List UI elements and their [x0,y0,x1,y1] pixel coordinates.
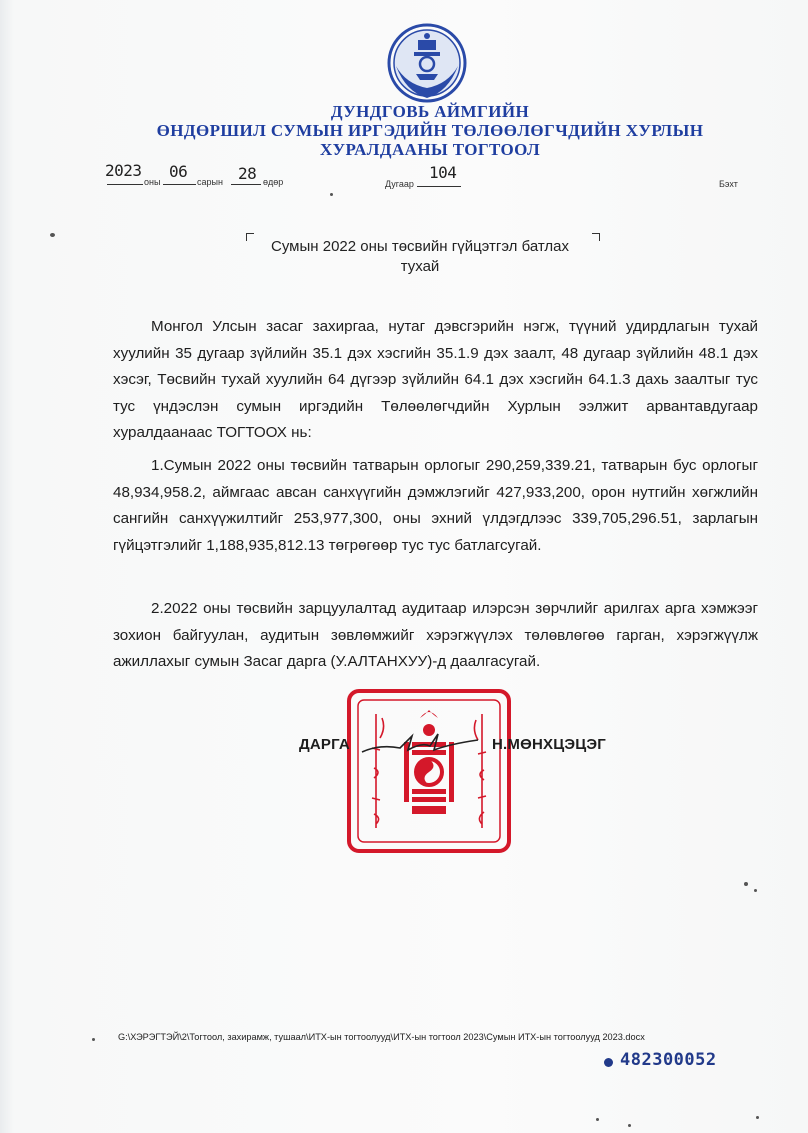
number-label: Дугаар [385,179,414,189]
scan-speck [744,882,748,886]
subject-line-1: Сумын 2022 оны төсвийн гүйцэтгэл батлах [271,238,569,255]
subject-line-2: тухай [400,258,440,275]
signatory-name: Н.МӨНХЦЭЦЭГ [492,736,606,753]
resolution-number: 104 [429,163,457,182]
scan-speck [50,233,55,237]
date-year-suffix: оны [144,177,161,187]
official-seal-icon [346,688,512,854]
file-path: G:\ХЭРЭГТЭЙ\2\Тогтоол, захирамж, тушаал\ИТХ-ын тогтоолууд\ИТХ-ын тогтоол 2023\Сумын ИТХ-ын тогтоолууд 2023.docx [118,1032,645,1042]
serial-number: 482300052 [620,1050,717,1070]
header-aimag: ДУНДГОВЬ АЙМГИЙН [330,102,530,121]
serial-dot-icon [604,1058,613,1067]
handwritten-signature-icon [360,722,480,762]
date-year: 2023 [105,161,142,180]
scan-speck [330,193,333,196]
signatory-title: ДАРГА [299,736,350,753]
preamble-paragraph: Монгол Улсын засаг захиргаа, нутаг дэвсгэрийн нэгж, түүний удирдлагын тухай хуулийн 35 дугаар зүйлийн 35.1 дэх хэсгийн 35.1.9 дэх заалт, 48 дугаар зүйлийн 48.1 дэх хэсэг, Төсвийн тухай хуулийн 64 дүгээр зүйлийн 64.1 дэх хэсгийн 64.1.3 дахь заалтыг тус тус үндэслэн сумын иргэдийн Төлөөлөгчдийн Хурлын ээлжит арвантавдугаар хуралдаанаас ТОГТООХ нь: [113,318,758,442]
scan-speck [756,1116,759,1119]
scan-speck [596,1118,599,1121]
date-month: 06 [169,162,188,181]
scan-speck [628,1124,631,1127]
place-name: Бэхт [719,179,738,189]
clause-2-paragraph: 2.2022 оны төсвийн зарцуулалтад аудитаар илэрсэн зөрчлийг арилгах арга хэмжээг зохион байгуулан, аудитын зөвлөмжийг хэрэгжүүлэх төлөвлөгөө гарган, хэрэгжүүлж ажиллахыг сумын Засаг дарга (У.АЛТАНХУУ)-д даалгасугай. [113,600,758,671]
date-month-suffix: сарын [197,177,223,187]
resolution-subject [240,237,600,277]
date-day: 28 [238,164,257,183]
header-council: ӨНДӨРШИЛ СУМЫН ИРГЭДИЙН ТӨЛӨӨЛӨГЧДИЙН ХУРЛЫН [156,121,704,140]
scan-speck [92,1038,95,1041]
scan-speck [754,889,757,892]
clause-1-paragraph: 1.Сумын 2022 оны төсвийн татварын орлогыг 290,259,339.21, татварын бус орлогыг 48,934,958.2, аймгаас авсан санхүүгийн дэмжлэгийг 427,933,200, орон нутгийн хөгжлийн сангийн санхүүжилтийг 253,977,300, оны эхний үлдэгдлээс 339,705,296.51, зарлагын гүйцэтгэлийг 1,188,935,812.13 төгрөгөөр тус тус батлагсугай. [113,457,758,554]
state-emblem-icon [386,22,468,104]
date-day-suffix: өдөр [263,177,284,187]
header-resolution: ХУРАЛДААНЫ ТОГТООЛ [319,140,541,159]
date-line [105,161,785,195]
